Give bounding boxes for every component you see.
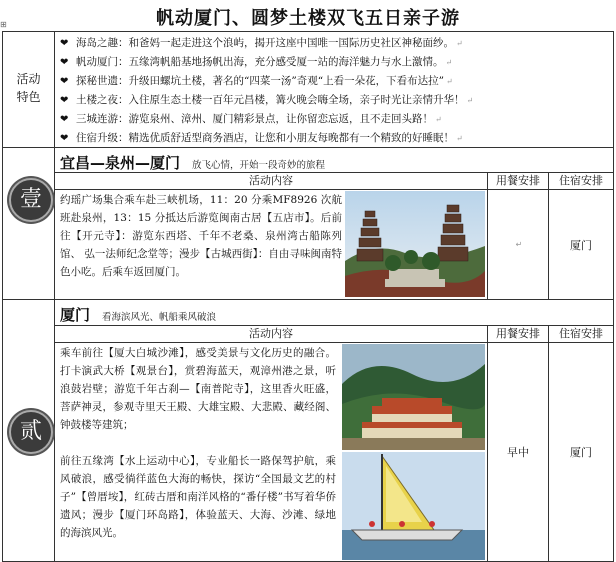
- document-title: 帆动厦门、圆梦土楼双飞五日亲子游: [156, 8, 460, 29]
- day2-meal-border: [487, 325, 488, 561]
- paragraph-mark: ↵: [445, 77, 453, 86]
- day2-stay: 厦门: [570, 446, 592, 459]
- day1-seal-icon: 壹: [9, 178, 53, 222]
- feature-item: [60, 52, 452, 73]
- features-label-line2: 特色: [16, 90, 41, 104]
- day2-col-meal: 用餐安排: [496, 327, 540, 340]
- paragraph-mark: ↵: [435, 115, 442, 124]
- features-label: [3, 70, 54, 106]
- feature-item: [60, 109, 442, 130]
- paragraph-mark: ↵: [456, 39, 463, 48]
- day1-meal-border: [487, 172, 488, 299]
- day2-subtitle: 看海滨风光、帆船乘风破浪: [102, 312, 217, 323]
- feature-item: [60, 90, 473, 111]
- feature-item: [60, 71, 453, 92]
- day1-description: 约瑶广场集合乘车赴三峡机场，11：20 分乘MF8926 次航班赴泉州，13：15 分抵达后游览闽南古居【五店市】。后前往【开元寺】：游览东西塔、千年不老桑、泉州湾古船陈列馆、 弘一法师纪念堂等；漫步【古城西街】：自由寻味闽南特色小吃。后乘车返回厦门。: [60, 194, 342, 278]
- day1-col-meal: 用餐安排: [496, 174, 540, 187]
- label-column-border: [54, 31, 55, 562]
- feature-item: [60, 33, 463, 54]
- day1-stay: 厦门: [570, 239, 592, 252]
- table-left-border: [2, 31, 3, 562]
- day2-description-2: 前往五缘湾【水上运动中心】，专业船长一路保驾护航，乘风破浪，感受徜徉蓝色大海的畅快，探访“全国最文艺的村子”【曾厝垵】，红砖古厝和南洋风格的“番仔楼”书写着华侨遗风；漫步【厦门环岛路】，体验蓝天、大海、沙滩、绿地的海滨风光。: [60, 455, 336, 539]
- table-top-border: [2, 31, 614, 32]
- day2-stay-border: [548, 325, 549, 561]
- day2-temple-photo: [342, 344, 485, 450]
- heart-bullet-icon: ❤: [60, 38, 69, 49]
- day2-seal-icon: 贰: [9, 410, 53, 454]
- feature-text: 土楼之夜：入住原生态土楼一百年元昌楼，篝火晚会嗨全场，亲子时光让亲情升华！: [76, 94, 465, 106]
- heart-bullet-icon: ❤: [60, 76, 69, 87]
- feature-text: 帆动厦门：五缘湾帆船基地扬帆出海，充分感受厦一站的海洋魅力与水上激情。: [76, 56, 444, 68]
- table-right-border: [613, 31, 614, 562]
- paragraph-mark: ↵: [445, 58, 453, 67]
- feature-text: 海岛之趣：和爸妈一起走进这个浪屿，揭开这座中国唯一国际历史社区神秘面纱。: [76, 37, 454, 49]
- day2-title: 厦门: [60, 306, 91, 324]
- paragraph-mark: ↵: [466, 96, 474, 105]
- day2-header: [60, 304, 216, 325]
- day2-description-1: 乘车前往【厦大白城沙滩】，感受美景与文化历史的融合。打卡演武大桥【观景台】，赏碧海蓝天，观漳州港之景，听浪鼓岩壁；游览千年古刹—【南普陀寺】，这里香火旺盛，菩萨神灵，参观寺里天王殿、大雄宝殿、大悲殿、藏经阁、钟鼓楼等建筑；: [60, 347, 336, 431]
- heart-bullet-icon: ❤: [60, 114, 69, 125]
- day1-meal: [488, 237, 548, 250]
- day2-col-content: 活动内容: [249, 327, 293, 340]
- heart-bullet-icon: ❤: [60, 133, 69, 144]
- day1-subtitle: 放飞心情，开始一段奇妙的旅程: [192, 160, 326, 171]
- day1-title: 宜昌—泉州—厦门: [60, 154, 181, 172]
- day2-sailing-photo: [342, 452, 485, 560]
- day1-header: [60, 152, 325, 173]
- heart-bullet-icon: ❤: [60, 57, 69, 68]
- day1-meal-mark: ↵: [515, 240, 523, 249]
- features-label-line1: 活动: [16, 72, 41, 86]
- day2-col-stay: 住宿安排: [559, 327, 603, 340]
- day1-col-content: 活动内容: [249, 174, 293, 187]
- day1-col-stay: 住宿安排: [559, 174, 603, 187]
- feature-text: 探秘世遗：升级田螺坑土楼，著名的“四菜一汤”奇观“上看一朵花，下看布达拉”: [76, 75, 444, 87]
- day1-colhead-divider: [55, 189, 613, 190]
- table-anchor-icon: ⊞: [0, 20, 7, 29]
- day1-pagoda-photo: [345, 191, 485, 297]
- heart-bullet-icon: ❤: [60, 95, 69, 106]
- feature-item: [60, 128, 463, 149]
- row-divider-2: [2, 299, 614, 300]
- day1-stay-border: [548, 172, 549, 299]
- day2-meal: 早中: [507, 446, 529, 459]
- feature-text: 三城连游：游览泉州、漳州、厦门精彩景点，让你留恋忘返，且不走回头路！: [76, 113, 433, 125]
- day2-colhead-divider: [55, 342, 613, 343]
- paragraph-mark: ↵: [456, 134, 463, 143]
- feature-text: 住宿升级：精选优质舒适型商务酒店，让您和小朋友每晚都有一个精致的好睡眠！: [76, 132, 454, 144]
